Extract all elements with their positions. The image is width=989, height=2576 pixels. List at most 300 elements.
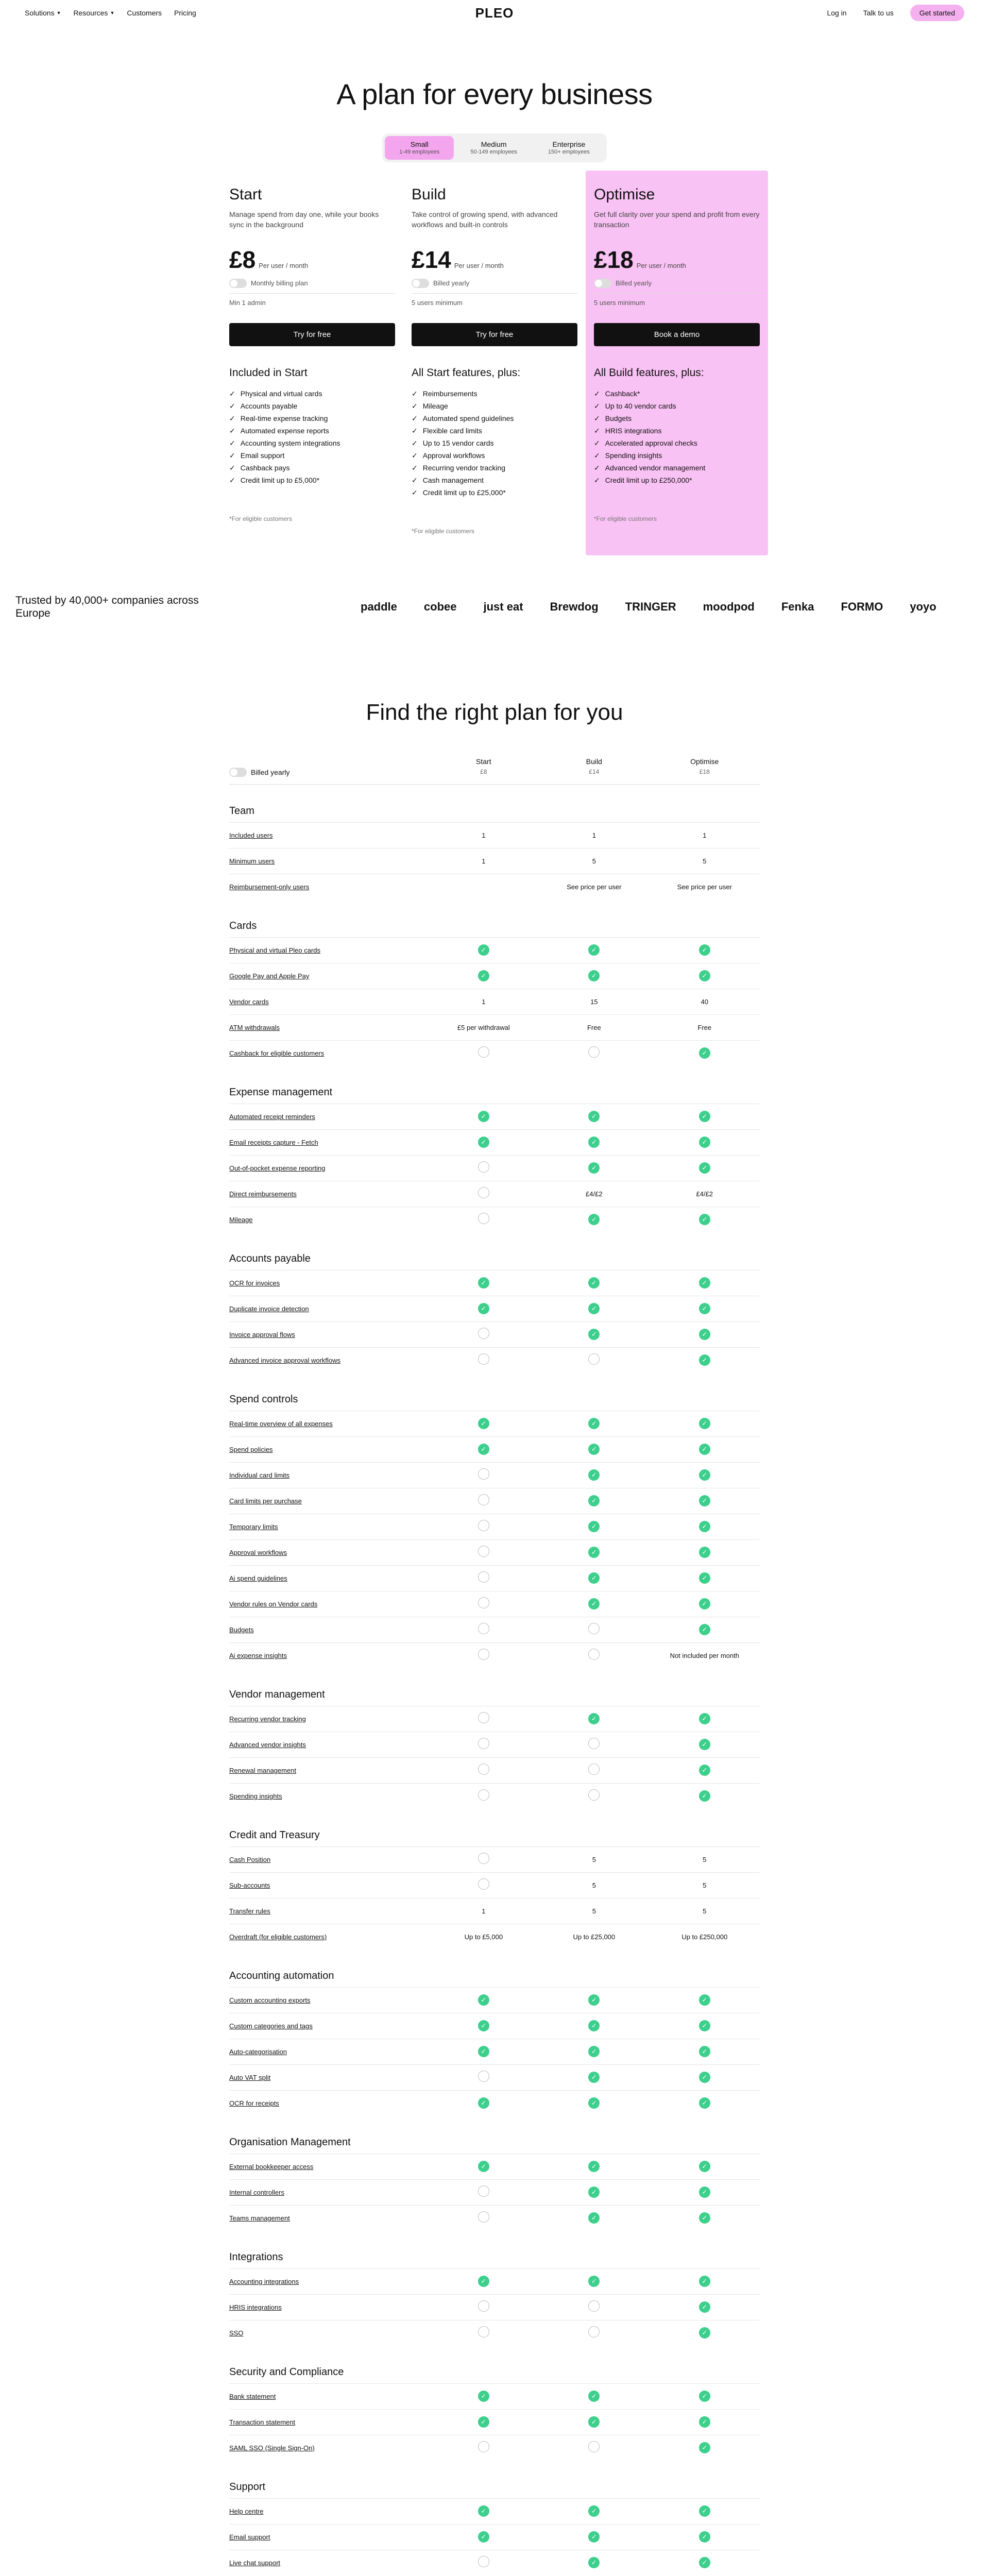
section-title: Cards xyxy=(229,920,257,931)
table-row xyxy=(229,1321,760,1347)
feature-cell xyxy=(650,2391,760,2402)
check-icon: ✓ xyxy=(588,1303,600,1314)
feature-name[interactable]: Vendor cards xyxy=(229,997,269,1006)
feature-name[interactable]: OCR for receipts xyxy=(229,2099,279,2107)
feature-cell xyxy=(650,1303,760,1314)
comparison-section xyxy=(229,1394,760,1668)
feature-cell xyxy=(650,2301,760,2313)
feature-cell xyxy=(650,1023,760,1032)
included-title: All Start features, plus: xyxy=(412,366,521,379)
feature-cell xyxy=(650,1047,760,1059)
cell-value: Up to £25,000 xyxy=(573,1933,616,1941)
section-title: Accounts payable xyxy=(229,1252,311,1264)
feature-cell xyxy=(650,997,760,1007)
feature-cell xyxy=(650,2072,760,2083)
feature-name[interactable]: Transfer rules xyxy=(229,1907,270,1915)
check-icon: ✓ xyxy=(699,1790,710,1802)
table-row xyxy=(229,1846,760,1872)
feature-cell xyxy=(650,2046,760,2057)
not-included-icon xyxy=(588,2326,600,2337)
feature-cell xyxy=(539,2531,649,2543)
feature-name[interactable]: Auto VAT split xyxy=(229,2073,271,2081)
feature-cell xyxy=(650,1598,760,1609)
check-icon: ✓ xyxy=(699,1354,710,1366)
feature-cell xyxy=(539,2212,649,2224)
not-included-icon xyxy=(478,1649,489,1660)
feature-name[interactable]: Budgets xyxy=(229,1625,254,1634)
table-row xyxy=(229,2524,760,2550)
not-included-icon xyxy=(478,1494,489,1505)
nav-label: Customers xyxy=(127,9,162,17)
feature-cell xyxy=(429,1907,539,1916)
feature-cell xyxy=(429,2071,539,2084)
feature-name[interactable]: Custom accounting exports xyxy=(229,1996,311,2004)
not-included-icon xyxy=(478,1546,489,1557)
comparison-section xyxy=(229,2481,760,2575)
comparison-section xyxy=(229,1087,760,1232)
feature-cell xyxy=(429,2161,539,2172)
check-icon: ✓ xyxy=(699,1444,710,1455)
segment-medium[interactable] xyxy=(456,136,532,160)
feature-name[interactable]: Cash Position xyxy=(229,1855,271,1863)
feature-name[interactable]: Internal controllers xyxy=(229,2188,284,2196)
check-icon: ✓ xyxy=(699,2416,710,2428)
feature-cell xyxy=(650,1624,760,1635)
check-icon: ✓ xyxy=(699,1418,710,1429)
feature-name[interactable]: Reimbursement-only users xyxy=(229,883,310,891)
feature-cell xyxy=(650,1994,760,2006)
check-icon: ✓ xyxy=(699,2531,710,2543)
not-included-icon xyxy=(478,1571,489,1583)
pricing-hero xyxy=(0,26,989,162)
feature-cell xyxy=(539,1418,649,1429)
not-included-icon xyxy=(588,2441,600,2452)
feature-name[interactable]: Teams management xyxy=(229,2214,290,2222)
feature-cell xyxy=(650,1907,760,1916)
comparison-section xyxy=(229,920,760,1066)
table-row xyxy=(229,1040,760,1066)
feature-item: ✓ Budgets xyxy=(594,412,760,425)
feature-cell xyxy=(650,2020,760,2031)
feature-name[interactable]: Auto-categorisation xyxy=(229,2047,287,2056)
check-icon: ✓ xyxy=(699,2046,710,2057)
check-icon: ✓ xyxy=(699,1572,710,1584)
feature-cell xyxy=(429,1277,539,1289)
feature-name[interactable]: OCR for invoices xyxy=(229,1279,280,1287)
cell-value: Up to £5,000 xyxy=(464,1933,503,1941)
toggle-icon[interactable] xyxy=(412,279,429,288)
feature-name[interactable]: Email receipts capture - Fetch xyxy=(229,1138,318,1146)
login-link[interactable]: Log in xyxy=(827,9,847,17)
feature-item: ✓ Cashback pays xyxy=(229,462,395,474)
section-title: Expense management xyxy=(229,1086,333,1098)
nav-solutions[interactable] xyxy=(25,9,61,17)
feature-cell xyxy=(429,1353,539,1367)
check-icon: ✓ xyxy=(699,2327,710,2338)
feature-name[interactable]: Individual card limits xyxy=(229,1471,290,1479)
check-icon: ✓ xyxy=(588,1994,600,2006)
feature-cell xyxy=(650,944,760,956)
comparison-title: Find the right plan for you xyxy=(366,699,623,725)
check-icon: ✓ xyxy=(588,2097,600,2109)
feature-name[interactable]: Ai expense insights xyxy=(229,1651,287,1659)
check-icon: ✓ xyxy=(588,1469,600,1481)
billing-option[interactable] xyxy=(412,279,577,288)
cell-value: 40 xyxy=(701,997,709,1006)
feature-name[interactable]: Vendor rules on Vendor cards xyxy=(229,1600,318,1608)
feature-cell xyxy=(539,1046,649,1060)
feature-item: ✓ Mileage xyxy=(412,400,577,412)
feature-cell xyxy=(650,883,760,892)
feature-name[interactable]: SSO xyxy=(229,2329,244,2337)
billing-label: Billed yearly xyxy=(251,768,290,776)
feature-cell xyxy=(650,1162,760,1174)
not-included-icon xyxy=(478,1046,489,1058)
plan-description: Manage spend from day one, while your books sync in the background xyxy=(229,210,379,229)
feature-cell xyxy=(539,2441,649,2455)
feature-name[interactable]: Spend policies xyxy=(229,1445,273,1453)
not-included-icon xyxy=(588,1789,600,1801)
included-title: Included in Start xyxy=(229,366,308,379)
cell-value: 5 xyxy=(592,1907,596,1915)
feature-name[interactable]: Direct reimbursements xyxy=(229,1190,297,1198)
nav-label: Resources xyxy=(73,9,108,17)
feature-cell xyxy=(650,1214,760,1225)
plan-cta-button[interactable]: Try for free xyxy=(229,323,395,346)
feature-cell xyxy=(539,1994,649,2006)
check-icon: ✓ xyxy=(588,2161,600,2172)
feature-name[interactable]: Ai spend guidelines xyxy=(229,1574,287,1582)
not-included-icon xyxy=(478,1738,489,1749)
check-icon: ✓ xyxy=(699,970,710,981)
check-icon: ✓ xyxy=(588,1444,600,1455)
feature-item: ✓ HRIS integrations xyxy=(594,425,760,437)
nav-customers[interactable] xyxy=(127,9,162,17)
customer-logo: yoyo xyxy=(910,600,936,613)
feature-cell xyxy=(650,2531,760,2543)
table-row xyxy=(229,1757,760,1783)
check-icon: ✓ xyxy=(588,1111,600,1122)
page-title: A plan for every business xyxy=(336,78,653,110)
feature-name[interactable]: Bank statement xyxy=(229,2392,276,2400)
cell-value: 5 xyxy=(703,857,707,865)
feature-item: ✓ Recurring vendor tracking xyxy=(412,462,577,474)
feature-cell xyxy=(429,1789,539,1803)
feature-cell xyxy=(539,2557,649,2568)
segment-small[interactable] xyxy=(385,136,454,160)
feature-cell xyxy=(650,2557,760,2568)
feature-name[interactable]: Recurring vendor tracking xyxy=(229,1715,306,1723)
cell-value: Not included per month xyxy=(670,1651,739,1659)
table-row xyxy=(229,2498,760,2524)
feature-name[interactable]: SAML SSO (Single Sign-On) xyxy=(229,2444,315,2452)
feature-cell xyxy=(429,1161,539,1175)
cell-value: 1 xyxy=(482,1907,486,1915)
check-icon: ✓ xyxy=(588,1329,600,1340)
feature-cell xyxy=(429,1853,539,1867)
feature-cell xyxy=(539,1598,649,1609)
feature-cell xyxy=(539,1329,649,1340)
feature-name[interactable]: External bookkeeper access xyxy=(229,2162,314,2171)
feature-cell xyxy=(429,1623,539,1637)
toggle-icon[interactable] xyxy=(594,279,611,288)
feature-cell xyxy=(539,1649,649,1663)
feature-item: ✓ Flexible card limits xyxy=(412,425,577,437)
price-period: Per user / month xyxy=(636,261,686,269)
feature-item: ✓ Up to 15 vendor cards xyxy=(412,437,577,449)
feature-cell xyxy=(650,2187,760,2198)
feature-cell xyxy=(650,857,760,866)
feature-item: ✓ Cashback* xyxy=(594,387,760,400)
nav-resources[interactable] xyxy=(74,9,115,17)
table-row xyxy=(229,1783,760,1809)
feature-list xyxy=(594,387,760,486)
feature-list xyxy=(229,387,395,486)
feature-cell xyxy=(650,1547,760,1558)
feature-cell xyxy=(650,2416,760,2428)
feature-cell xyxy=(650,831,760,840)
feature-cell xyxy=(429,2326,539,2340)
feature-name[interactable]: Duplicate invoice detection xyxy=(229,1304,309,1313)
segment-sub: 50-149 employees xyxy=(470,148,517,155)
segment-enterprise[interactable] xyxy=(534,136,604,160)
feature-cell xyxy=(539,944,649,956)
feature-name[interactable]: Overdraft (for eligible customers) xyxy=(229,1933,327,1941)
billing-option[interactable] xyxy=(229,279,395,288)
nav-label: Solutions xyxy=(25,9,55,17)
check-icon: ✓ xyxy=(699,944,710,956)
company-size-selector xyxy=(382,133,607,162)
feature-cell xyxy=(429,2020,539,2031)
feature-cell xyxy=(539,1547,649,1558)
top-nav xyxy=(0,0,989,26)
table-row xyxy=(229,1462,760,1488)
feature-name[interactable]: Minimum users xyxy=(229,857,275,865)
feature-name[interactable]: Spending insights xyxy=(229,1792,282,1800)
feature-name[interactable]: Help centre xyxy=(229,2507,264,2515)
feature-name[interactable]: Cashback for eligible customers xyxy=(229,1049,325,1057)
feature-name[interactable]: Advanced invoice approval workflows xyxy=(229,1356,341,1364)
toggle-icon[interactable] xyxy=(229,768,247,777)
table-row xyxy=(229,2435,760,2461)
check-icon: ✓ xyxy=(699,1765,710,1776)
check-icon: ✓ xyxy=(699,1713,710,1724)
feature-name[interactable]: Live chat support xyxy=(229,2558,281,2567)
feature-cell xyxy=(539,831,649,840)
feature-cell xyxy=(539,883,649,892)
check-icon: ✓ xyxy=(699,1047,710,1059)
feature-name[interactable]: Automated receipt reminders xyxy=(229,1112,315,1121)
table-row xyxy=(229,1129,760,1155)
table-row xyxy=(229,2550,760,2575)
feature-name[interactable]: Sub-accounts xyxy=(229,1881,270,1889)
feature-name[interactable]: ATM withdrawals xyxy=(229,1023,280,1031)
billing-option[interactable] xyxy=(594,279,760,288)
feature-name[interactable]: HRIS integrations xyxy=(229,2303,282,2311)
feature-name[interactable]: Real-time overview of all expenses xyxy=(229,1419,333,1428)
not-included-icon xyxy=(478,1353,489,1365)
check-icon: ✓ xyxy=(478,1994,489,2006)
nav-pricing[interactable] xyxy=(174,9,196,17)
feature-cell xyxy=(429,1738,539,1752)
check-icon: ✓ xyxy=(478,2161,489,2172)
feature-cell xyxy=(539,970,649,981)
check-icon: ✓ xyxy=(478,2416,489,2428)
table-row xyxy=(229,1617,760,1642)
min-users: 5 users minimum xyxy=(412,298,463,307)
feature-cell xyxy=(429,970,539,981)
feature-name[interactable]: Temporary limits xyxy=(229,1522,278,1531)
feature-cell xyxy=(429,2531,539,2543)
check-icon: ✓ xyxy=(699,1214,710,1225)
cell-value: 1 xyxy=(592,831,596,839)
feature-name[interactable]: Approval workflows xyxy=(229,1548,287,1556)
feature-item: ✓ Physical and virtual cards xyxy=(229,387,395,400)
section-title: Organisation Management xyxy=(229,2136,351,2148)
table-row xyxy=(229,2154,760,2179)
feature-cell xyxy=(539,2046,649,2057)
table-row xyxy=(229,1565,760,1591)
feature-cell xyxy=(539,1789,649,1803)
customer-logo: TRINGER xyxy=(625,600,676,613)
feature-cell xyxy=(429,2300,539,2314)
cell-value: £5 per withdrawal xyxy=(457,1023,510,1031)
feature-cell xyxy=(539,1738,649,1752)
feature-name[interactable]: Email support xyxy=(229,2533,270,2541)
check-icon: ✓ xyxy=(478,1137,489,1148)
feature-name[interactable]: Renewal management xyxy=(229,1766,297,1774)
toggle-icon[interactable] xyxy=(229,279,247,288)
feature-cell xyxy=(650,2276,760,2287)
feature-name[interactable]: Invoice approval flows xyxy=(229,1330,295,1338)
check-icon: ✓ xyxy=(478,2531,489,2543)
table-row xyxy=(229,1924,760,1950)
feature-cell xyxy=(429,2441,539,2455)
check-icon: ✓ xyxy=(478,1277,489,1289)
billing-toggle[interactable] xyxy=(229,768,429,777)
feature-name[interactable]: Physical and virtual Pleo cards xyxy=(229,946,321,954)
feature-item: ✓ Reimbursements xyxy=(412,387,577,400)
feature-name[interactable]: Advanced vendor insights xyxy=(229,1740,306,1749)
table-row xyxy=(229,1181,760,1207)
comparison-section xyxy=(229,805,760,900)
get-started-button[interactable]: Get started xyxy=(910,5,964,21)
not-included-icon xyxy=(588,1353,600,1365)
plan-cta-button[interactable]: Book a demo xyxy=(594,323,760,346)
table-row xyxy=(229,1270,760,1296)
table-row xyxy=(229,2320,760,2346)
table-row xyxy=(229,848,760,874)
feature-cell xyxy=(650,1521,760,1532)
cell-value: 5 xyxy=(592,857,596,865)
price-period: Per user / month xyxy=(454,261,504,269)
table-row xyxy=(229,2039,760,2064)
customer-logo: FORMO xyxy=(841,600,883,613)
feature-name[interactable]: Accounting integrations xyxy=(229,2277,299,2285)
section-title: Credit and Treasury xyxy=(229,1829,320,1841)
customer-logo: moodpod xyxy=(703,600,755,613)
check-icon: ✓ xyxy=(588,2072,600,2083)
segment-label: Medium xyxy=(481,140,507,148)
feature-name[interactable]: Google Pay and Apple Pay xyxy=(229,972,310,980)
feature-cell xyxy=(429,1571,539,1585)
table-row xyxy=(229,2090,760,2116)
feature-item: ✓ Advanced vendor management xyxy=(594,462,760,474)
customer-logo: just eat xyxy=(483,600,523,613)
feature-cell xyxy=(539,1469,649,1481)
customer-logos xyxy=(361,600,936,614)
feature-name[interactable]: Transaction statement xyxy=(229,2418,296,2426)
nav-label: Pricing xyxy=(174,9,196,17)
feature-cell xyxy=(539,2072,649,2083)
feature-name[interactable]: Mileage xyxy=(229,1215,253,1224)
check-icon: ✓ xyxy=(699,1739,710,1750)
feature-name[interactable]: Card limits per purchase xyxy=(229,1497,302,1505)
feature-cell xyxy=(429,1046,539,1060)
price-amount: £14 xyxy=(412,246,451,273)
table-row xyxy=(229,2294,760,2320)
check-icon: ✓ xyxy=(699,1329,710,1340)
feature-cell xyxy=(650,2442,760,2453)
check-icon: ✓ xyxy=(588,2557,600,2568)
not-included-icon xyxy=(588,1649,600,1660)
feature-cell xyxy=(429,1328,539,1342)
cell-value: 1 xyxy=(482,831,486,839)
check-icon: ✓ xyxy=(588,1598,600,1609)
feature-cell xyxy=(539,1303,649,1314)
plan-price xyxy=(229,246,395,274)
feature-name[interactable]: Out-of-pocket expense reporting xyxy=(229,1164,326,1172)
feature-cell xyxy=(429,1494,539,1508)
talk-to-us-link[interactable]: Talk to us xyxy=(863,9,894,17)
check-icon: ✓ xyxy=(588,1277,600,1289)
billing-label: Monthly billing plan xyxy=(251,279,308,287)
feature-cell xyxy=(539,2187,649,2198)
table-row xyxy=(229,1488,760,1514)
feature-cell xyxy=(429,1994,539,2006)
feature-cell xyxy=(429,1649,539,1663)
check-icon: ✓ xyxy=(699,1598,710,1609)
feature-cell xyxy=(650,1111,760,1122)
plan-cta-button[interactable]: Try for free xyxy=(412,323,577,346)
table-row xyxy=(229,874,760,900)
not-included-icon xyxy=(478,1764,489,1775)
check-icon: ✓ xyxy=(478,2020,489,2031)
check-icon: ✓ xyxy=(588,2020,600,2031)
table-row xyxy=(229,1898,760,1924)
nav-links xyxy=(25,9,196,17)
feature-cell xyxy=(429,2097,539,2109)
feature-cell xyxy=(429,1418,539,1429)
feature-cell xyxy=(429,2391,539,2402)
segment-sub: 1-49 employees xyxy=(399,148,440,155)
cell-value: 1 xyxy=(482,997,486,1006)
cell-value: Free xyxy=(587,1023,601,1031)
cell-value: 5 xyxy=(703,1855,707,1863)
feature-cell xyxy=(429,1303,539,1314)
comparison-sections xyxy=(229,805,760,2576)
check-icon: ✓ xyxy=(699,1495,710,1506)
not-included-icon xyxy=(478,2441,489,2452)
feature-item: ✓ Credit limit up to £250,000* xyxy=(594,474,760,486)
section-title: Accounting automation xyxy=(229,1970,334,1981)
feature-name[interactable]: Included users xyxy=(229,831,273,839)
feature-name[interactable]: Custom categories and tags xyxy=(229,2022,313,2030)
feature-cell xyxy=(539,2161,649,2172)
plan-card-start xyxy=(221,171,403,555)
plan-name: Start xyxy=(229,185,262,203)
pleo-logo[interactable]: PLEO xyxy=(475,5,514,21)
